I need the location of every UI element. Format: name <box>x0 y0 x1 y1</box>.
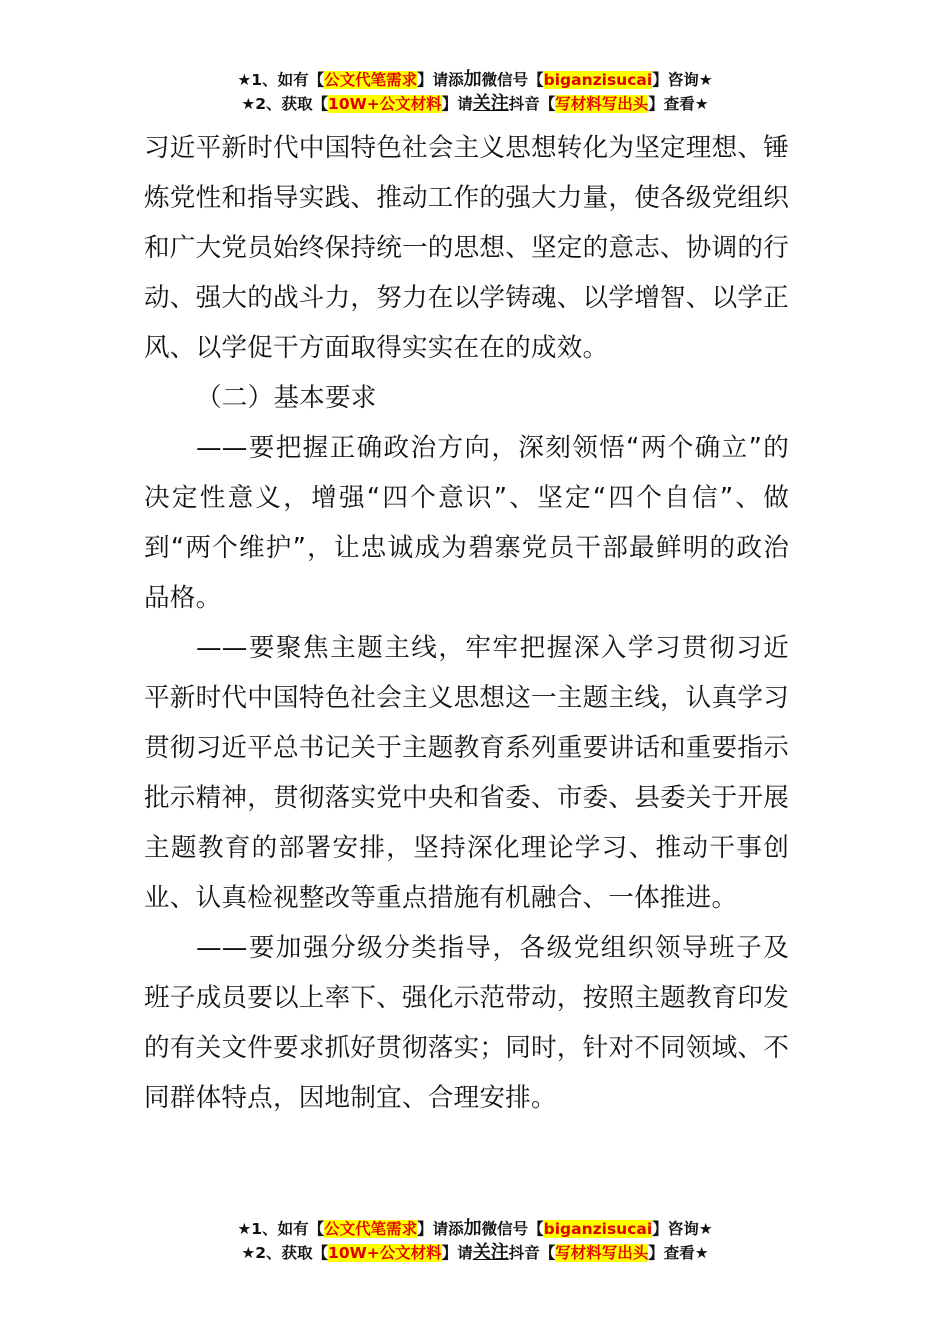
banner-text: 】咨询★ <box>652 71 713 89</box>
wechat-id: biganzisucai <box>543 71 653 89</box>
banner-text: 关注 <box>472 93 509 114</box>
banner-text: ★2、获取【 <box>241 1244 329 1262</box>
banner-line-1 <box>0 1217 950 1241</box>
banner-text: 】请 <box>441 95 473 113</box>
paragraph: ——要把握正确政治方向，深刻领悟“两个确立”的决定性意义，增强“四个意识”、坚定“四个自信”、做到“两个维护”，让忠诚成为碧寨党员干部最鲜明的政治品格。 <box>144 433 789 613</box>
douyin-account: 写材料写出头 <box>555 1244 649 1262</box>
banner-line-2 <box>0 1241 950 1265</box>
banner-text: ★1、如有【 <box>237 71 325 89</box>
paragraph: 习近平新时代中国特色社会主义思想转化为坚定理想、锤炼党性和指导实践、推动工作的强大力量，使各级党组织和广大党员始终保持统一的思想、坚定的意志、协调的行动、强大的战斗力，努力在以学铸魂、以学增智、以学正风、以学促干方面取得实实在在的成效。 <box>144 133 789 363</box>
banner-text: 加 <box>463 69 482 90</box>
douyin-account: 写材料写出头 <box>555 95 649 113</box>
paragraph: ——要聚焦主题主线，牢牢把握深入学习贯彻习近平新时代中国特色社会主义思想这一主题主线，认真学习贯彻习近平总书记关于主题教育系列重要讲话和重要指示批示精神，贯彻落实党中央和省委、市委、县委关于开展主题教育的部署安排，坚持深化理论学习、推动干事创业、认真检视整改等重点措施有机融合、一体推进。 <box>144 633 789 913</box>
banner-text: 】请添 <box>417 71 464 89</box>
banner-text: 】请添 <box>417 1220 464 1238</box>
highlight-text: 10W+公文材料 <box>328 1244 442 1262</box>
banner-text: 抖音【 <box>508 95 556 113</box>
section-heading: （二）基本要求 <box>196 383 377 413</box>
wechat-id: biganzisucai <box>543 1220 653 1238</box>
highlight-text: 公文代笔需求 <box>324 1220 418 1238</box>
highlight-text: 公文代笔需求 <box>324 71 418 89</box>
banner-text: 】咨询★ <box>652 1220 713 1238</box>
banner-text: 微信号【 <box>481 1220 544 1238</box>
banner-line-2 <box>0 92 950 116</box>
paragraph: ——要加强分级分类指导，各级党组织领导班子及班子成员要以上率下、强化示范带动，按照主题教育印发的有关文件要求抓好贯彻落实；同时，针对不同领域、不同群体特点，因地制宜、合理安排。 <box>144 933 789 1113</box>
document-body <box>144 123 789 1123</box>
highlight-text: 10W+公文材料 <box>328 95 442 113</box>
banner-line-1 <box>0 68 950 92</box>
banner-text: ★1、如有【 <box>237 1220 325 1238</box>
header-banner <box>0 68 950 116</box>
banner-text: 加 <box>463 1218 482 1239</box>
footer-banner <box>0 1217 950 1265</box>
banner-text: 】查看★ <box>648 95 709 113</box>
banner-text: 关注 <box>472 1242 509 1263</box>
banner-text: 】查看★ <box>648 1244 709 1262</box>
banner-text: 微信号【 <box>481 71 544 89</box>
banner-text: 】请 <box>441 1244 473 1262</box>
banner-text: 抖音【 <box>508 1244 556 1262</box>
banner-text: ★2、获取【 <box>241 95 329 113</box>
